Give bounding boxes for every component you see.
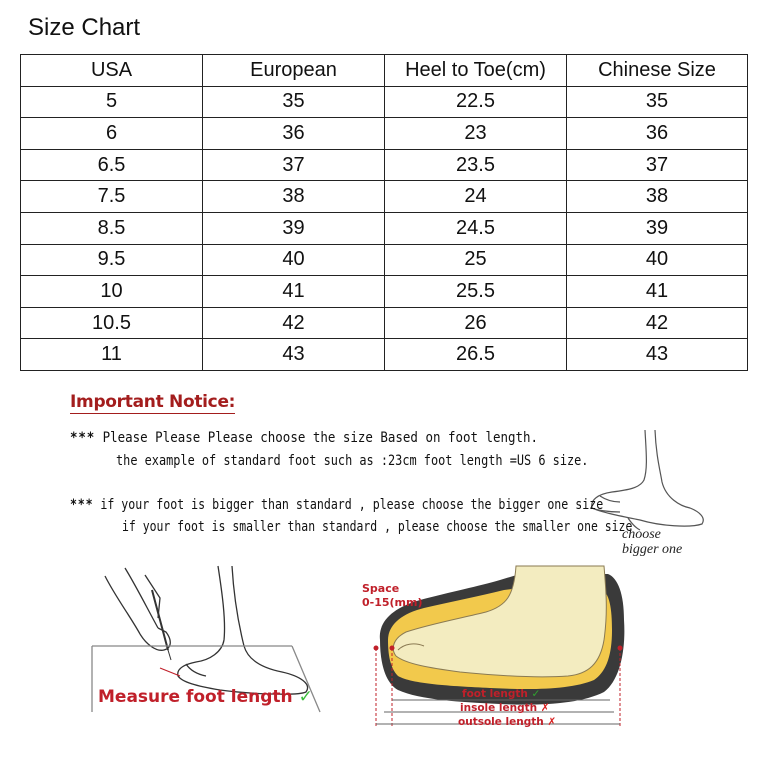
cell-chinese: 37 [567,149,748,181]
cross-icon: ✗ [547,716,557,728]
header-chinese-size: Chinese Size [567,55,748,87]
outsole-length-text: outsole length [458,716,544,728]
header-european: European [203,55,385,87]
cell-heel-to-toe: 26.5 [385,339,567,371]
insole-length-text: insole length [460,702,538,714]
cell-chinese: 39 [567,212,748,244]
cell-heel-to-toe: 25 [385,244,567,276]
header-heel-to-toe: Heel to Toe(cm) [385,55,567,87]
choose-bigger-line-2: bigger one [622,542,683,557]
cell-european: 39 [203,212,385,244]
notice-line-2: the example of standard foot such as :23cm foot length =US 6 size. [116,453,589,469]
important-notice-title: Important Notice: [70,392,236,412]
page-title: Size Chart [28,14,141,41]
cell-heel-to-toe: 23 [385,118,567,150]
foot-length-label [462,688,540,700]
cell-usa: 10 [21,276,203,308]
green-check-icon: ✓ [298,687,313,707]
cell-heel-to-toe: 26 [385,307,567,339]
insole-length-label [460,702,550,714]
cell-heel-to-toe: 23.5 [385,149,567,181]
cell-chinese: 38 [567,181,748,213]
cell-chinese: 42 [567,307,748,339]
foot-length-text: foot length [462,688,528,700]
cell-usa: 5 [21,86,203,118]
stars-bullet: *** [70,430,96,446]
space-line-1: Space [362,582,400,595]
cell-european: 42 [203,307,385,339]
measure-foot-length-label [98,687,313,707]
space-line-2: 0-15(mm) [362,596,423,609]
outsole-length-label [458,716,556,728]
choose-bigger-line-1: choose [622,527,661,542]
cross-icon: ✗ [540,702,550,714]
cell-heel-to-toe: 22.5 [385,86,567,118]
cell-european: 38 [203,181,385,213]
cell-european: 41 [203,276,385,308]
check-icon: ✓ [531,688,541,700]
cell-usa: 6.5 [21,149,203,181]
stars-bullet: *** [70,497,94,513]
cell-usa: 9.5 [21,244,203,276]
cell-chinese: 41 [567,276,748,308]
cell-usa: 11 [21,339,203,371]
cell-usa: 7.5 [21,181,203,213]
notice-line-1 [70,430,538,446]
cell-usa: 8.5 [21,212,203,244]
cell-european: 40 [203,244,385,276]
header-usa: USA [21,55,203,87]
cell-chinese: 35 [567,86,748,118]
cell-heel-to-toe: 25.5 [385,276,567,308]
cell-heel-to-toe: 24 [385,181,567,213]
cell-chinese: 36 [567,118,748,150]
cell-european: 43 [203,339,385,371]
cell-usa: 6 [21,118,203,150]
notice-text-1: Please Please Please choose the size Based on foot length. [102,430,539,446]
cell-european: 37 [203,149,385,181]
space-label [362,582,423,610]
cell-european: 35 [203,86,385,118]
choose-bigger-label [622,527,682,557]
measure-text: Measure foot length [98,687,293,707]
cell-usa: 10.5 [21,307,203,339]
notice-line-4: if your foot is smaller than standard , please choose the smaller one size [122,519,633,535]
notice-text-3: if your foot is bigger than standard , please choose the bigger one size [100,497,604,513]
cell-heel-to-toe: 24.5 [385,212,567,244]
notice-line-3 [70,497,603,513]
cell-chinese: 43 [567,339,748,371]
cell-european: 36 [203,118,385,150]
foot-sketch-icon [592,430,704,530]
cell-chinese: 40 [567,244,748,276]
